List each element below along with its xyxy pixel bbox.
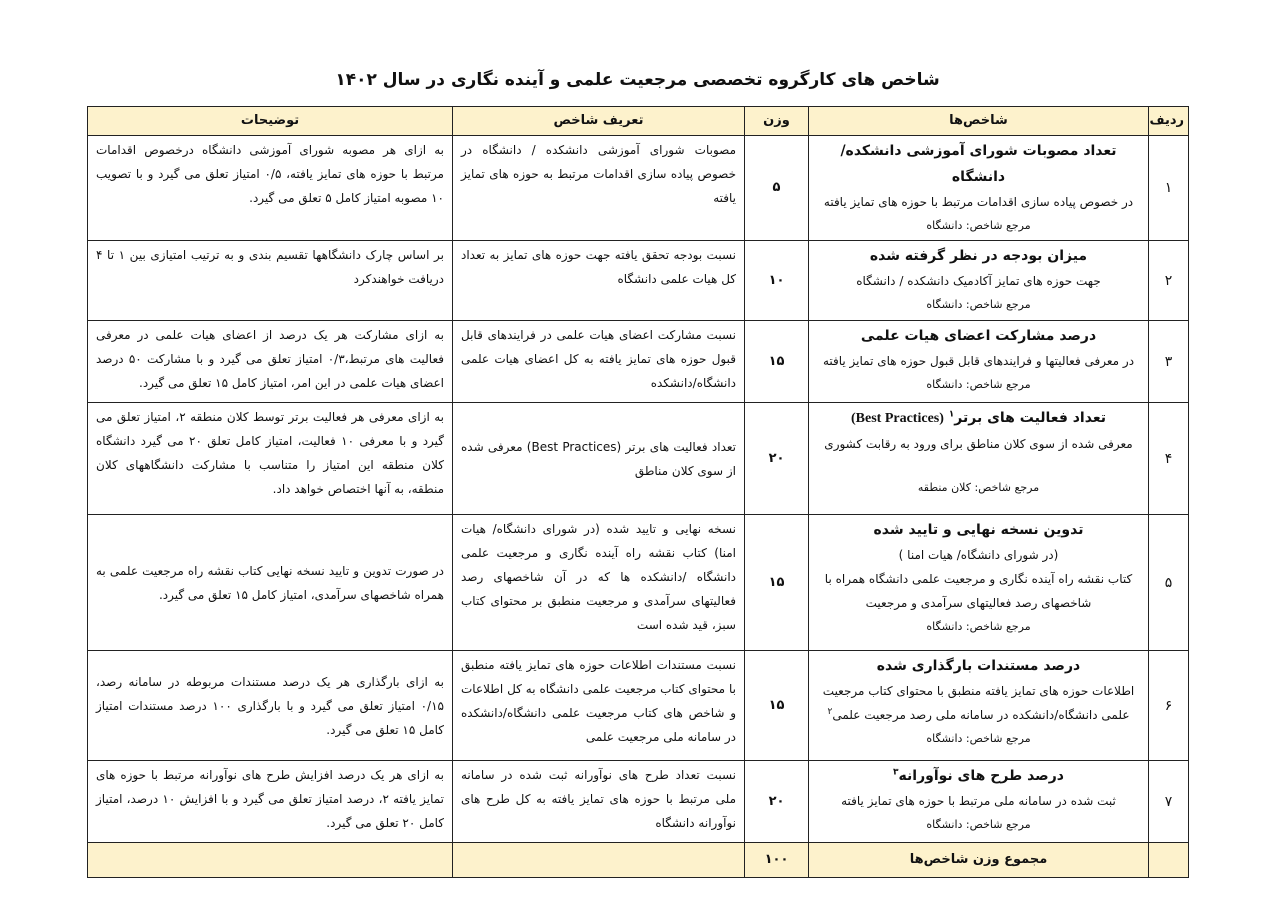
row-number: ۵ <box>1149 515 1189 651</box>
indicator-name: درصد مشارکت اعضای هیات علمی <box>860 328 1097 344</box>
page-title: شاخص های کارگروه تخصصی مرجعیت علمی و آینده نگاری در سال ۱۴۰۲ <box>335 70 940 90</box>
indicator-description-group <box>817 679 1140 727</box>
notes-cell: به ازای مشارکت هر یک درصد از اعضای هیات علمی در معرفی فعالیت های مرتبط،۰/۳ امتیاز تعلق می گیرد و با مشارکت ۵۰ درصد اعضای هیات علمی در این امر، امتیاز کامل ۱۵ تعلق می گیرد. <box>88 321 453 403</box>
notes-cell: به ازای بارگذاری هر یک درصد مستندات مربوطه در سامانه رصد، ۰/۱۵ امتیاز تعلق می گیرد و با بارگذاری ۱۰۰ درصد مستندات امتیاز کامل ۱۵ تعلق می گیرد. <box>88 651 453 761</box>
indicator-cell <box>809 136 1149 241</box>
footnote-marker: ۲ <box>827 707 833 717</box>
indicator-cell <box>809 761 1149 843</box>
total-empty-cell <box>88 843 453 878</box>
table-row <box>88 241 1189 321</box>
indicator-name: تعداد مصوبات شورای آموزشی دانشکده/ دانشگاه <box>840 143 1117 185</box>
indicator-cell <box>809 515 1149 651</box>
weight-cell: ۵ <box>745 136 809 241</box>
table-row <box>88 761 1189 843</box>
total-weight: ۱۰۰ <box>745 843 809 878</box>
header-indicators: شاخص‌ها <box>809 107 1149 136</box>
definition-cell: نسبت بودجه تحقق یافته جهت حوزه های تمایز به تعداد کل هیات علمی دانشگاه <box>453 241 745 321</box>
row-number: ۷ <box>1149 761 1189 843</box>
indicator-reference: مرجع شاخص: دانشگاه <box>926 620 1031 633</box>
header-weight: وزن <box>745 107 809 136</box>
indicator-cell <box>809 321 1149 403</box>
indicator-reference: مرجع شاخص: دانشگاه <box>926 818 1031 831</box>
row-number: ۲ <box>1149 241 1189 321</box>
total-label: مجموع وزن شاخص‌ها <box>809 843 1149 878</box>
table-row <box>88 403 1189 515</box>
notes-cell: به ازای هر یک درصد افزایش طرح های نوآورانه مرتبط با حوزه های تمایز یافته ۲، درصد امتیاز تعلق می گیرد و با افزایش ۱۰ درصد، امتیاز کامل ۲۰ تعلق می گیرد. <box>88 761 453 843</box>
indicator-description: جهت حوزه های تمایز آکادمیک دانشکده / دانشگاه <box>856 274 1101 288</box>
definition-cell: نسبت تعداد طرح های نوآورانه ثبت شده در سامانه ملی مرتبط با حوزه های تمایز یافته به کل طرح های نوآورانه دانشگاه <box>453 761 745 843</box>
indicator-cell <box>809 241 1149 321</box>
weight-cell: ۱۵ <box>745 515 809 651</box>
header-row-number: ردیف <box>1149 107 1189 136</box>
notes-cell: در صورت تدوین و تایید نسخه نهایی کتاب نقشه راه مرجعیت علمی به همراه شاخصهای سرآمدی، امتیاز کامل ۱۵ تعلق می گیرد. <box>88 515 453 651</box>
indicator-name: درصد مستندات بارگذاری شده <box>876 658 1081 674</box>
indicator-name: تعداد فعالیت های برتر <box>954 410 1106 426</box>
indicators-table <box>87 106 1189 878</box>
indicator-name-group <box>817 763 1140 789</box>
indicator-reference: مرجع شاخص: دانشگاه <box>926 378 1031 391</box>
indicator-description-line: شاخصهای رصد فعالیتهای سرآمدی و مرجعیت <box>865 596 1092 610</box>
row-number: ۶ <box>1149 651 1189 761</box>
table-row <box>88 515 1189 651</box>
footnote-marker: ۳ <box>893 767 899 778</box>
table-row <box>88 136 1189 241</box>
indicator-reference: مرجع شاخص: دانشگاه <box>926 298 1031 311</box>
indicator-cell <box>809 651 1149 761</box>
indicator-reference: مرجع شاخص: دانشگاه <box>926 732 1031 745</box>
indicator-name-english: (Best Practices) <box>851 411 944 426</box>
definition-cell: نسبت مشارکت اعضای هیات علمی در فرایندهای قابل قبول حوزه های تمایز یافته به کل اعضای هیات علمی دانشگاه/دانشکده <box>453 321 745 403</box>
table-row <box>88 651 1189 761</box>
indicator-name: تدوین نسخه نهایی و تایید شده <box>873 522 1084 538</box>
definition-cell: نسخه نهایی و تایید شده (در شورای دانشگاه/ هیات امنا) کتاب نقشه راه آینده نگاری و مرجعیت علمی دانشگاه /دانشکده ها که در آن شاخصهای رصد فعالیتهای سرآمدی و مرجعیت منطبق بر محتوای کتاب سبز، قید شده است <box>453 515 745 651</box>
indicator-description-line: (در شورای دانشگاه/ هیات امنا ) <box>898 548 1059 562</box>
table-row <box>88 321 1189 403</box>
footnote-marker: ۱ <box>948 409 955 420</box>
header-notes: توضیحات <box>88 107 453 136</box>
indicator-description: اطلاعات حوزه های تمایز یافته منطبق با محتوای کتاب مرجعیت علمی دانشگاه/دانشکده در سامانه ملی رصد مرجعیت علمی <box>822 684 1135 722</box>
notes-cell: به ازای هر مصوبه شورای آموزشی دانشگاه درخصوص اقدامات مرتبط با حوزه های تمایز یافته، ۰/۵ امتیاز تعلق می گیرد و با تصویب ۱۰ مصوبه امتیاز کامل ۵ تعلق می گیرد. <box>88 136 453 241</box>
total-row <box>88 843 1189 878</box>
definition-cell: نسبت مستندات اطلاعات حوزه های تمایز یافته منطبق با محتوای کتاب مرجعیت علمی دانشگاه به کل اطلاعات و شاخص های کتاب مرجعیت علمی دانشگاه/دانشکده در سامانه ملی مرجعیت علمی <box>453 651 745 761</box>
indicator-description: معرفی شده از سوی کلان مناطق برای ورود به رقابت کشوری <box>824 437 1133 451</box>
header-definition: تعریف شاخص <box>453 107 745 136</box>
indicator-description-line: کتاب نقشه راه آینده نگاری و مرجعیت علمی دانشگاه همراه با <box>824 572 1133 586</box>
weight-cell: ۱۵ <box>745 321 809 403</box>
weight-cell: ۲۰ <box>745 403 809 515</box>
row-number: ۴ <box>1149 403 1189 515</box>
row-number: ۳ <box>1149 321 1189 403</box>
indicator-description: ثبت شده در سامانه ملی مرتبط با حوزه های تمایز یافته <box>841 794 1116 808</box>
notes-cell: به ازای معرفی هر فعالیت برتر توسط کلان منطقه ۲، امتیاز تعلق می گیرد و با معرفی ۱۰ فعالیت، امتیاز کامل تعلق ۲۰ می گیرد دانشگاه کلان منطقه این امتیاز را متناسب با مشارکت دانشگاههای کلان منطقه، به آنها اختصاص خواهد داد. <box>88 403 453 515</box>
notes-cell: بر اساس چارک دانشگاهها تقسیم بندی و به ترتیب امتیازی بین ۱ تا ۴ دریافت خواهندکرد <box>88 241 453 321</box>
definition-cell: مصوبات شورای آموزشی دانشکده / دانشگاه در خصوص پیاده سازی اقدامات مرتبط به حوزه های تمایز یافته <box>453 136 745 241</box>
table-header-row <box>88 107 1189 136</box>
definition-cell: تعداد فعالیت های برتر (Best Practices) معرفی شده از سوی کلان مناطق <box>453 403 745 515</box>
indicator-description: در معرفی فعالیتها و فرایندهای قابل قبول حوزه های تمایز یافته <box>822 354 1135 368</box>
indicator-name-group <box>817 405 1140 432</box>
weight-cell: ۱۰ <box>745 241 809 321</box>
indicator-cell <box>809 403 1149 515</box>
total-empty-cell <box>453 843 745 878</box>
weight-cell: ۲۰ <box>745 761 809 843</box>
indicator-name: درصد طرح های نوآورانه <box>898 768 1064 784</box>
indicator-reference: مرجع شاخص: کلان منطقه <box>917 481 1040 494</box>
indicator-name: میزان بودجه در نظر گرفته شده <box>869 248 1088 264</box>
total-empty-cell <box>1149 843 1189 878</box>
row-number: ۱ <box>1149 136 1189 241</box>
spacer <box>817 456 1140 476</box>
weight-cell: ۱۵ <box>745 651 809 761</box>
indicator-description: در خصوص پیاده سازی اقدامات مرتبط با حوزه های تمایز یافته <box>823 195 1134 209</box>
indicator-reference: مرجع شاخص: دانشگاه <box>926 219 1031 232</box>
